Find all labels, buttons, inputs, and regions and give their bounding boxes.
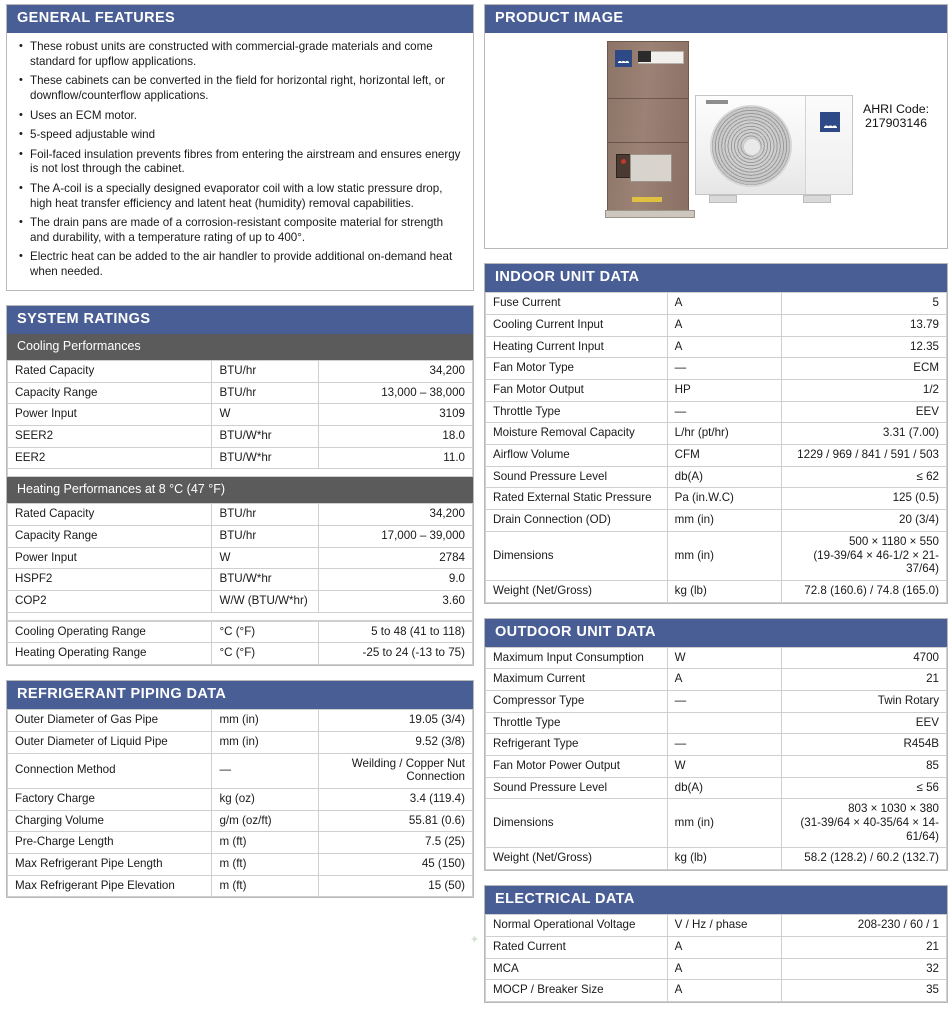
product-image-panel <box>484 4 948 249</box>
footer-decorative-mark: ✦ <box>469 934 481 946</box>
row-label: Weight (Net/Gross) <box>486 848 668 870</box>
spacer-row <box>8 612 473 620</box>
brand-logo-icon <box>820 112 840 132</box>
table-row <box>486 466 947 488</box>
table-row <box>486 734 947 756</box>
table-row <box>8 643 473 665</box>
row-label: Factory Charge <box>8 788 212 810</box>
table-row <box>8 810 473 832</box>
row-value: 208-230 / 60 / 1 <box>782 915 947 937</box>
row-label: Maximum Current <box>486 669 668 691</box>
row-label: Heating Current Input <box>486 336 668 358</box>
row-unit: m (ft) <box>212 832 319 854</box>
row-unit: BTU/hr <box>212 526 319 548</box>
heating-performances-table <box>7 503 473 620</box>
row-value: 19.05 (3/4) <box>319 710 473 732</box>
product-illustrations <box>499 33 859 248</box>
bullet-icon: • <box>19 181 23 194</box>
dimensions-imperial: (31-39/64 × 40-35/64 × 14-61/64) <box>800 816 939 843</box>
table-row <box>486 691 947 713</box>
spacer-row <box>8 469 473 477</box>
row-unit: — <box>667 691 781 713</box>
table-row <box>486 777 947 799</box>
row-label: EER2 <box>8 447 212 469</box>
row-value: 5 to 48 (41 to 118) <box>319 621 473 643</box>
bullet-icon: • <box>19 250 23 263</box>
row-value: -25 to 24 (-13 to 75) <box>319 643 473 665</box>
feature-text: These robust units are constructed with commercial-grade materials and come standard for upflow applications. <box>30 40 433 68</box>
condenser-cabinet <box>695 95 853 195</box>
row-unit: HP <box>667 380 781 402</box>
row-value: 21 <box>782 669 947 691</box>
operating-range-table <box>7 621 473 665</box>
row-value: 9.0 <box>319 569 473 591</box>
row-value: 3109 <box>319 404 473 426</box>
row-value <box>782 531 947 580</box>
row-label: Rated Current <box>486 937 668 959</box>
table-row <box>486 488 947 510</box>
row-unit: °C (°F) <box>212 621 319 643</box>
condenser-fan-icon <box>710 105 792 187</box>
two-column-layout <box>6 4 944 1017</box>
row-label: Outer Diameter of Liquid Pipe <box>8 731 212 753</box>
indoor-unit-panel <box>484 263 948 603</box>
handler-base <box>605 210 695 218</box>
table-row <box>8 731 473 753</box>
dimensions-metric: 803 × 1030 × 380 <box>848 802 939 816</box>
table-row <box>486 445 947 467</box>
brand-logo-icon <box>615 50 632 67</box>
row-label: MOCP / Breaker Size <box>486 980 668 1002</box>
row-label: Rated Capacity <box>8 504 212 526</box>
spacer-cell <box>8 469 473 477</box>
heating-performances-subhead: Heating Performances at 8 °C (47 °F) <box>7 477 473 503</box>
table-row <box>8 853 473 875</box>
row-value: 4700 <box>782 647 947 669</box>
row-value: ECM <box>782 358 947 380</box>
row-unit: mm (in) <box>667 510 781 532</box>
row-label: Capacity Range <box>8 526 212 548</box>
row-unit: CFM <box>667 445 781 467</box>
row-unit: mm (in) <box>212 710 319 732</box>
general-features-title: GENERAL FEATURES <box>7 5 473 33</box>
feature-text: The drain pans are made of a corrosion-resistant composite material for strength and durability, with a temperature rating of up to 400°. <box>30 216 444 244</box>
table-row <box>486 958 947 980</box>
row-unit: — <box>667 401 781 423</box>
table-row <box>8 832 473 854</box>
row-unit: db(A) <box>667 466 781 488</box>
table-row <box>486 336 947 358</box>
row-value: 13,000 – 38,000 <box>319 382 473 404</box>
feature-item <box>19 216 461 245</box>
table-row <box>486 293 947 315</box>
row-unit: A <box>667 980 781 1002</box>
feature-text: 5-speed adjustable wind <box>30 128 156 142</box>
outdoor-unit-table <box>485 647 947 870</box>
row-label: SEER2 <box>8 425 212 447</box>
row-unit: BTU/hr <box>212 504 319 526</box>
feature-item <box>19 74 461 103</box>
row-label: Refrigerant Type <box>486 734 668 756</box>
row-label: Power Input <box>8 404 212 426</box>
row-label: Rated External Static Pressure <box>486 488 668 510</box>
row-unit: V / Hz / phase <box>667 915 781 937</box>
row-value: ≤ 56 <box>782 777 947 799</box>
table-row <box>8 526 473 548</box>
dimensions-imperial: (19-39/64 × 46-1/2 × 21-37/64) <box>813 548 939 576</box>
feature-item <box>19 148 461 177</box>
row-unit: W <box>667 756 781 778</box>
indoor-unit-table <box>485 292 947 602</box>
row-unit: W <box>212 404 319 426</box>
caution-strip <box>632 197 662 202</box>
table-row <box>486 380 947 402</box>
row-unit: m (ft) <box>212 875 319 897</box>
row-label: Outer Diameter of Gas Pipe <box>8 710 212 732</box>
row-unit: A <box>667 958 781 980</box>
row-label: Fan Motor Power Output <box>486 756 668 778</box>
row-value: 2784 <box>319 547 473 569</box>
row-value: 1229 / 969 / 841 / 591 / 503 <box>782 445 947 467</box>
bullet-icon: • <box>19 216 23 229</box>
table-row <box>8 425 473 447</box>
feature-item <box>19 40 461 69</box>
row-unit: °C (°F) <box>212 643 319 665</box>
row-unit <box>667 712 781 734</box>
table-row <box>8 569 473 591</box>
row-unit: W <box>212 547 319 569</box>
row-value: 9.52 (3/8) <box>319 731 473 753</box>
row-label: Fan Motor Output <box>486 380 668 402</box>
row-value: 34,200 <box>319 360 473 382</box>
row-label: MCA <box>486 958 668 980</box>
outdoor-condenser-image <box>695 95 853 203</box>
row-value: 15 (50) <box>319 875 473 897</box>
table-row <box>486 358 947 380</box>
row-label: Normal Operational Voltage <box>486 915 668 937</box>
table-row <box>8 875 473 897</box>
row-value: 72.8 (160.6) / 74.8 (165.0) <box>782 580 947 602</box>
spacer-cell <box>8 612 473 620</box>
row-unit: m (ft) <box>212 853 319 875</box>
feature-item <box>19 109 461 124</box>
row-value: 34,200 <box>319 504 473 526</box>
row-label: Dimensions <box>486 799 668 848</box>
row-label: Connection Method <box>8 753 212 788</box>
row-value: 3.31 (7.00) <box>782 423 947 445</box>
row-unit: — <box>212 753 319 788</box>
row-value: 17,000 – 39,000 <box>319 526 473 548</box>
row-value: EEV <box>782 712 947 734</box>
row-unit: — <box>667 358 781 380</box>
row-label: Pre-Charge Length <box>8 832 212 854</box>
row-value: 125 (0.5) <box>782 488 947 510</box>
row-label: Max Refrigerant Pipe Length <box>8 853 212 875</box>
row-value: 12.35 <box>782 336 947 358</box>
table-row <box>486 799 947 848</box>
row-value: 3.4 (119.4) <box>319 788 473 810</box>
row-label: Throttle Type <box>486 712 668 734</box>
row-label: Sound Pressure Level <box>486 466 668 488</box>
row-unit: mm (in) <box>667 531 781 580</box>
row-value: Twin Rotary <box>782 691 947 713</box>
table-row <box>486 756 947 778</box>
row-value: 3.60 <box>319 591 473 613</box>
row-value: 18.0 <box>319 425 473 447</box>
refrigerant-piping-table <box>7 709 473 897</box>
general-features-panel <box>6 4 474 291</box>
table-row <box>486 647 947 669</box>
row-unit: BTU/hr <box>212 360 319 382</box>
table-row <box>486 401 947 423</box>
row-unit: A <box>667 315 781 337</box>
row-label: Max Refrigerant Pipe Elevation <box>8 875 212 897</box>
row-unit: Pa (in.W.C) <box>667 488 781 510</box>
table-row <box>486 980 947 1002</box>
row-value: 1/2 <box>782 380 947 402</box>
table-row <box>8 382 473 404</box>
electrical-data-table <box>485 914 947 1002</box>
row-label: Airflow Volume <box>486 445 668 467</box>
refrigerant-piping-title: REFRIGERANT PIPING DATA <box>7 681 473 709</box>
feature-text: These cabinets can be converted in the field for horizontal right, horizontal left, or downflow/counterflow applications. <box>30 74 446 102</box>
row-label: Maximum Input Consumption <box>486 647 668 669</box>
feature-text: Electric heat can be added to the air handler to provide additional on-demand heat when needed. <box>30 250 453 278</box>
table-row <box>486 510 947 532</box>
row-value <box>782 799 947 848</box>
feature-text: Foil-faced insulation prevents fibres from entering the airstream and ensures energy is not lost through the cabinet. <box>30 147 461 176</box>
row-unit: W/W (BTU/W*hr) <box>212 591 319 613</box>
table-row <box>8 591 473 613</box>
row-label: Heating Operating Range <box>8 643 212 665</box>
row-unit: kg (lb) <box>667 848 781 870</box>
feature-item <box>19 128 461 143</box>
bullet-icon: • <box>19 40 23 53</box>
row-unit: A <box>667 937 781 959</box>
table-row <box>8 621 473 643</box>
table-row <box>486 580 947 602</box>
outdoor-unit-title: OUTDOOR UNIT DATA <box>485 619 947 647</box>
row-label: Sound Pressure Level <box>486 777 668 799</box>
row-unit: g/m (oz/ft) <box>212 810 319 832</box>
dimensions-metric: 500 × 1180 × 550 <box>848 534 939 548</box>
row-value: R454B <box>782 734 947 756</box>
row-value: 35 <box>782 980 947 1002</box>
product-image-title: PRODUCT IMAGE <box>485 5 947 33</box>
table-row <box>8 504 473 526</box>
refrigerant-piping-panel <box>6 680 474 898</box>
table-row <box>486 423 947 445</box>
row-value: 85 <box>782 756 947 778</box>
feature-text: Uses an ECM motor. <box>30 108 137 122</box>
control-panel-icon <box>630 154 672 182</box>
row-unit: A <box>667 336 781 358</box>
row-label: Capacity Range <box>8 382 212 404</box>
row-value: Weilding / Copper Nut Connection <box>319 753 473 788</box>
condenser-foot <box>709 195 737 203</box>
bullet-icon: • <box>19 128 23 141</box>
table-row <box>486 848 947 870</box>
left-column <box>6 4 474 912</box>
row-value: 7.5 (25) <box>319 832 473 854</box>
row-unit: W <box>667 647 781 669</box>
table-row <box>486 712 947 734</box>
row-value: 5 <box>782 293 947 315</box>
row-label: Dimensions <box>486 531 668 580</box>
row-label: Weight (Net/Gross) <box>486 580 668 602</box>
row-label: Cooling Operating Range <box>8 621 212 643</box>
row-unit: BTU/W*hr <box>212 447 319 469</box>
row-value: 21 <box>782 937 947 959</box>
row-value: 32 <box>782 958 947 980</box>
row-value: 13.79 <box>782 315 947 337</box>
row-value: 58.2 (128.2) / 60.2 (132.7) <box>782 848 947 870</box>
row-unit: BTU/W*hr <box>212 569 319 591</box>
row-value: 20 (3/4) <box>782 510 947 532</box>
row-unit: kg (oz) <box>212 788 319 810</box>
indoor-unit-title: INDOOR UNIT DATA <box>485 264 947 292</box>
row-unit: mm (in) <box>212 731 319 753</box>
bullet-icon: • <box>19 108 23 121</box>
row-unit: A <box>667 669 781 691</box>
row-unit: L/hr (pt/hr) <box>667 423 781 445</box>
product-image-body <box>485 33 947 248</box>
row-unit: A <box>667 293 781 315</box>
row-label: Cooling Current Input <box>486 315 668 337</box>
row-label: Power Input <box>8 547 212 569</box>
table-row <box>8 404 473 426</box>
table-row <box>8 447 473 469</box>
table-row <box>486 315 947 337</box>
row-value: EEV <box>782 401 947 423</box>
cooling-performances-table <box>7 360 473 477</box>
feature-item <box>19 182 461 211</box>
row-label: Compressor Type <box>486 691 668 713</box>
table-row <box>8 753 473 788</box>
row-label: Charging Volume <box>8 810 212 832</box>
electrical-data-title: ELECTRICAL DATA <box>485 886 947 914</box>
cooling-performances-subhead: Cooling Performances <box>7 334 473 360</box>
bullet-icon: • <box>19 147 23 160</box>
row-label: Fan Motor Type <box>486 358 668 380</box>
row-label: COP2 <box>8 591 212 613</box>
table-row <box>8 710 473 732</box>
row-unit: mm (in) <box>667 799 781 848</box>
general-features-list <box>7 33 473 289</box>
table-row <box>8 788 473 810</box>
feature-item <box>19 250 461 279</box>
row-value: 55.81 (0.6) <box>319 810 473 832</box>
table-row <box>8 547 473 569</box>
row-label: Rated Capacity <box>8 360 212 382</box>
bullet-icon: • <box>19 74 23 87</box>
row-unit: BTU/hr <box>212 382 319 404</box>
row-label: HSPF2 <box>8 569 212 591</box>
table-row <box>486 531 947 580</box>
system-ratings-panel <box>6 305 474 667</box>
row-label: Throttle Type <box>486 401 668 423</box>
system-ratings-title: SYSTEM RATINGS <box>7 306 473 334</box>
row-label: Moisture Removal Capacity <box>486 423 668 445</box>
table-row <box>486 669 947 691</box>
condenser-foot <box>803 195 831 203</box>
condenser-side-panel <box>805 96 852 194</box>
ahri-code-label: AHRI Code: 217903146 <box>862 101 930 130</box>
row-unit: db(A) <box>667 777 781 799</box>
terminal-block-icon <box>638 51 651 62</box>
feature-text: The A-coil is a specially designed evaporator coil with a low static pressure drop, high heat transfer efficiency and latent heat (humidity) removal capabilities. <box>30 181 443 210</box>
condenser-vent-icon <box>706 100 728 104</box>
row-unit: — <box>667 734 781 756</box>
row-value: ≤ 62 <box>782 466 947 488</box>
row-unit: BTU/W*hr <box>212 425 319 447</box>
row-label: Fuse Current <box>486 293 668 315</box>
row-label: Drain Connection (OD) <box>486 510 668 532</box>
row-value: 11.0 <box>319 447 473 469</box>
row-value: 45 (150) <box>319 853 473 875</box>
row-unit: kg (lb) <box>667 580 781 602</box>
right-column <box>484 4 948 1017</box>
table-row <box>8 360 473 382</box>
outdoor-unit-panel <box>484 618 948 872</box>
air-handler-image <box>607 41 689 213</box>
